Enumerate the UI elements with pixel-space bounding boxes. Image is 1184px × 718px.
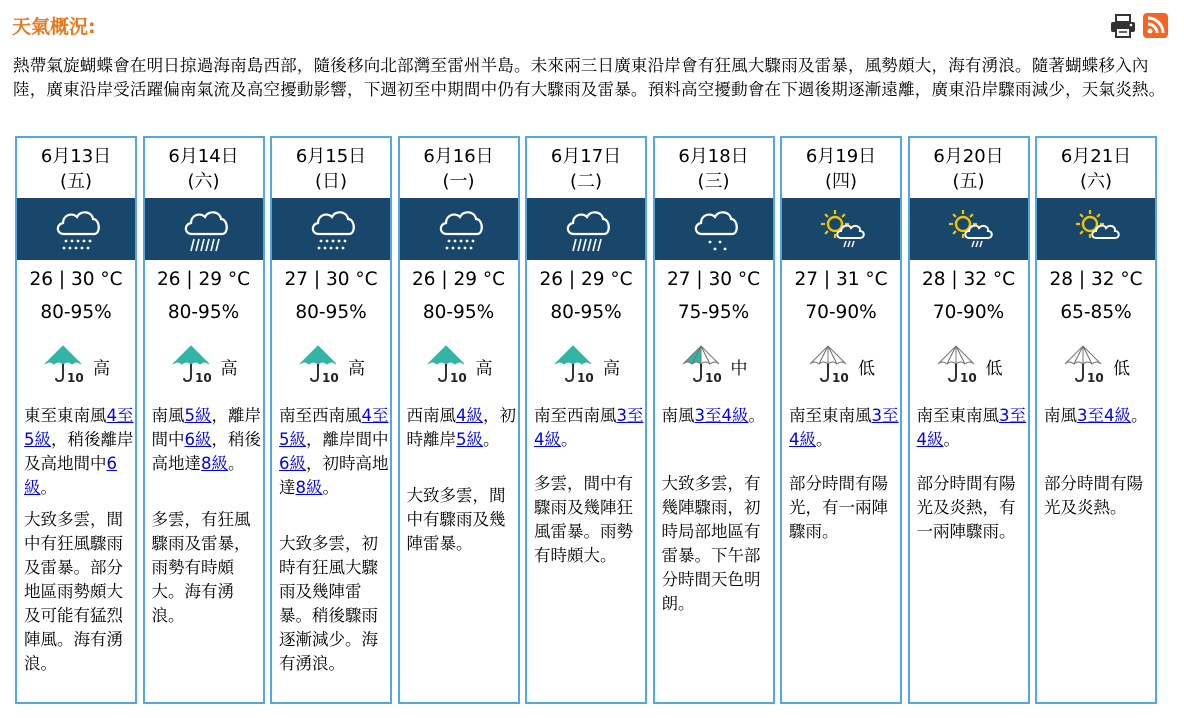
- umbrella-icon: [1063, 344, 1109, 384]
- forecast-day-column: [398, 136, 520, 704]
- forecast-weekday: (一): [442, 171, 475, 192]
- forecast-date: [782, 144, 900, 194]
- wind-force-link[interactable]: 5級: [184, 406, 212, 425]
- weather-icon-band: [527, 198, 645, 260]
- weather-summary: 熱帶氣旋蝴蝶會在明日掠過海南島西部，隨後移向北部灣至雷州半島。未來兩三日廣東沿岸會有狂風大驟雨及雷暴，風勢頗大，海有湧浪。隨著蝴蝶移入內陸，廣東沿岸受活躍偏南氣流及高空擾動影響，下週初至中期間中仍有大驟雨及雷暴。預料高空擾動會在下週後期逐漸遠離，廣東沿岸驟雨減少，天氣炎熱。: [13, 56, 1166, 99]
- forecast-weekday: (六): [187, 171, 220, 192]
- wind-forecast: [279, 404, 389, 500]
- wind-force-link[interactable]: 4至5級: [279, 406, 389, 449]
- wind-forecast: [24, 404, 134, 500]
- heavy-shower-icon: [433, 200, 489, 258]
- rain-probability: [298, 344, 388, 384]
- forecast-weekday: (四): [824, 171, 858, 192]
- wind-force-link[interactable]: 8級: [295, 478, 323, 497]
- wind-forecast: [152, 404, 262, 476]
- temperature-range: 26 | 30 °C: [29, 269, 123, 290]
- umbrella-icon: [681, 344, 727, 384]
- wind-forecast: [917, 404, 1027, 452]
- umbrella-icon: [808, 344, 854, 384]
- wind-text: 。: [1131, 406, 1148, 425]
- temperature-range: 28 | 32 °C: [1049, 269, 1143, 290]
- wind-force-link[interactable]: 6級: [279, 454, 306, 473]
- wind-text: 。: [228, 454, 245, 473]
- temperature-range: 27 | 30 °C: [666, 269, 761, 290]
- humidity-range: 80-95%: [167, 302, 240, 323]
- page-header: [12, 10, 1172, 40]
- wind-force-link[interactable]: 6級: [24, 454, 117, 497]
- rain-probability: [43, 344, 133, 384]
- print-icon[interactable]: [1110, 14, 1136, 38]
- rain-probability-label: 高: [348, 359, 365, 379]
- forecast-date-text: 6月14日: [168, 146, 239, 167]
- wind-text: ，稍後高地達: [151, 430, 261, 473]
- svg-text:10: 10: [704, 371, 722, 384]
- forecast-date: [910, 144, 1028, 194]
- rain-probability-label: 中: [730, 359, 748, 379]
- forecast-weekday: (二): [569, 171, 603, 192]
- wind-forecast: [662, 404, 772, 428]
- weather-description: 大致多雲，間中有驟雨及幾陣雷暴。: [406, 486, 506, 553]
- wind-force-link[interactable]: 8級: [201, 454, 228, 473]
- svg-text:10: 10: [67, 371, 84, 384]
- sunny-periods-with-showers-icon: [943, 200, 999, 258]
- wind-force-link[interactable]: 3至4級: [694, 406, 749, 425]
- humidity-range: 80-95%: [295, 302, 367, 323]
- forecast-day-column: [143, 136, 265, 704]
- wind-force-link[interactable]: 3至4級: [1077, 406, 1131, 425]
- forecast-grid: [15, 136, 1167, 704]
- temperature-range: 26 | 29 °C: [156, 269, 251, 290]
- forecast-weekday: (六): [1079, 171, 1113, 192]
- forecast-date-text: 6月19日: [805, 146, 877, 167]
- umbrella-icon: [298, 344, 344, 384]
- rain-probability-label: 低: [985, 359, 1003, 379]
- weather-icon-band: [145, 198, 263, 260]
- forecast-weekday: (日): [314, 171, 348, 192]
- wind-text: 南至西南風: [279, 406, 362, 425]
- weather-icon-band: [910, 198, 1028, 260]
- wind-forecast: [1044, 404, 1154, 428]
- wind-text: ，初時高地達: [279, 454, 389, 497]
- wind-force-link[interactable]: 5級: [456, 430, 483, 449]
- wind-text: 。: [561, 430, 578, 449]
- forecast-date: [400, 144, 518, 194]
- weather-description: 多雲，有狂風驟雨及雷暴，雨勢有時頗大。海有湧浪。: [151, 510, 251, 625]
- heavy-shower-icon: [305, 200, 361, 258]
- weather-description: 大致多雲，有幾陣驟雨，初時局部地區有雷暴。下午部分時間天色明朗。: [661, 474, 761, 613]
- rain-probability-label: 高: [603, 359, 620, 379]
- rss-icon[interactable]: [1143, 13, 1168, 38]
- forecast-date: [272, 144, 390, 194]
- forecast-date-text: 6月18日: [678, 146, 749, 167]
- weather-description: 大致多雲，間中有狂風驟雨及雷暴。部分地區雨勢頗大及可能有猛烈陣風。海有湧浪。: [24, 510, 123, 673]
- rain-probability: [1063, 344, 1153, 384]
- weather-icon-band: [655, 198, 773, 260]
- humidity-range: 80-95%: [422, 302, 495, 323]
- wind-text: 。: [322, 478, 339, 497]
- svg-text:10: 10: [1087, 371, 1104, 384]
- wind-forecast: [789, 404, 899, 452]
- temperature-range: 26 | 29 °C: [539, 269, 633, 290]
- wind-text: 南風: [151, 406, 185, 425]
- wind-text: ，離岸間中: [151, 406, 261, 449]
- rain-probability-label: 高: [475, 359, 493, 379]
- forecast-day-column: [525, 136, 647, 704]
- wind-force-link[interactable]: 3至4級: [534, 406, 644, 449]
- page-title: 天氣概況:: [12, 16, 96, 38]
- rain-icon: [178, 200, 234, 258]
- forecast-date-text: 6月16日: [423, 146, 494, 167]
- umbrella-icon: [43, 344, 89, 384]
- wind-forecast: [407, 404, 517, 452]
- forecast-weekday: (三): [697, 171, 730, 192]
- forecast-day-column: [1035, 136, 1157, 704]
- wind-text: ，稍後離岸及高地間中: [24, 430, 134, 473]
- wind-force-link[interactable]: 6級: [184, 430, 212, 449]
- wind-force-link[interactable]: 4級: [456, 406, 483, 425]
- weather-description: 多雲，間中有驟雨及幾陣狂風雷暴。雨勢有時頗大。: [534, 474, 633, 565]
- wind-text: ，離岸間中: [306, 430, 389, 449]
- umbrella-icon: [553, 344, 599, 384]
- rain-probability: [171, 344, 261, 384]
- forecast-date-text: 6月20日: [933, 146, 1004, 167]
- wind-text: 南風: [661, 406, 695, 425]
- wind-text: ，初時離岸: [406, 406, 516, 449]
- svg-text:10: 10: [322, 371, 339, 384]
- weather-description: 大致多雲，初時有狂風大驟雨及幾陣雷暴。稍後驟雨逐漸減少。海有湧浪。: [279, 534, 378, 673]
- rain-probability: [936, 344, 1026, 384]
- wind-text: 南至西南風: [534, 406, 617, 425]
- rain-probability: [681, 344, 771, 384]
- temperature-range: 27 | 30 °C: [284, 269, 378, 290]
- wind-text: 。: [40, 478, 57, 497]
- weather-description: 部分時間有陽光及炎熱。: [1044, 474, 1143, 517]
- wind-text: 南風: [1044, 406, 1077, 425]
- wind-force-link[interactable]: 4至5級: [24, 406, 134, 449]
- wind-text: 。: [943, 430, 960, 449]
- temperature-range: 27 | 31 °C: [794, 269, 888, 290]
- forecast-date-text: 6月13日: [40, 146, 112, 167]
- forecast-date-text: 6月15日: [295, 146, 367, 167]
- forecast-date-text: 6月17日: [550, 146, 622, 167]
- humidity-range: 75-95%: [677, 302, 750, 323]
- rain-icon: [560, 200, 616, 258]
- svg-text:10: 10: [832, 371, 849, 384]
- forecast-day-column: [780, 136, 902, 704]
- rain-probability-label: 高: [220, 359, 238, 379]
- sunny-periods-with-showers-icon: [815, 200, 871, 258]
- wind-forecast: [534, 404, 644, 452]
- wind-force-link[interactable]: 3至4級: [789, 406, 899, 449]
- temperature-range: 26 | 29 °C: [411, 269, 506, 290]
- forecast-day-column: [270, 136, 392, 704]
- humidity-range: 80-95%: [550, 302, 622, 323]
- svg-text:10: 10: [959, 371, 977, 384]
- forecast-date: [17, 144, 135, 194]
- wind-text: 南至東南風: [789, 406, 872, 425]
- forecast-date: [145, 144, 263, 194]
- rain-probability: [426, 344, 516, 384]
- forecast-date-text: 6月21日: [1060, 146, 1132, 167]
- rain-probability-label: 高: [93, 359, 110, 379]
- weather-icon-band: [782, 198, 900, 260]
- wind-text: 。: [748, 406, 765, 425]
- rain-probability-label: 低: [1113, 359, 1130, 379]
- forecast-weekday: (五): [59, 171, 93, 192]
- umbrella-icon: [936, 344, 982, 384]
- wind-text: 西南風: [406, 406, 456, 425]
- heavy-shower-icon: [50, 200, 106, 258]
- wind-text: 。: [483, 430, 500, 449]
- umbrella-icon: [426, 344, 472, 384]
- wind-text: 東至東南風: [24, 406, 107, 425]
- temperature-range: 28 | 32 °C: [921, 269, 1016, 290]
- weather-icon-band: [1037, 198, 1155, 260]
- svg-text:10: 10: [577, 371, 594, 384]
- wind-text: 。: [816, 430, 833, 449]
- humidity-range: 70-90%: [805, 302, 877, 323]
- light-shower-icon: [688, 200, 744, 258]
- forecast-day-column: [653, 136, 775, 704]
- forecast-date: [1037, 144, 1155, 194]
- weather-icon-band: [400, 198, 518, 260]
- svg-text:10: 10: [449, 371, 467, 384]
- humidity-range: 65-85%: [1060, 302, 1132, 323]
- wind-force-link[interactable]: 3至4級: [916, 406, 1026, 449]
- rain-probability: [808, 344, 898, 384]
- weather-description: 部分時間有陽光，有一兩陣驟雨。: [789, 474, 888, 541]
- forecast-day-column: [15, 136, 137, 704]
- forecast-day-column: [908, 136, 1030, 704]
- wind-text: 南至東南風: [916, 406, 999, 425]
- weather-icon-band: [272, 198, 390, 260]
- forecast-weekday: (五): [952, 171, 985, 192]
- weather-icon-band: [17, 198, 135, 260]
- sunny-periods-icon: [1070, 200, 1126, 258]
- rain-probability-label: 低: [858, 359, 875, 379]
- weather-description: 部分時間有陽光及炎熱，有一兩陣驟雨。: [916, 474, 1016, 541]
- umbrella-icon: [171, 344, 217, 384]
- humidity-range: 80-95%: [40, 302, 112, 323]
- forecast-date: [655, 144, 773, 194]
- forecast-date: [527, 144, 645, 194]
- rain-probability: [553, 344, 643, 384]
- svg-text:10: 10: [194, 371, 212, 384]
- humidity-range: 70-90%: [932, 302, 1005, 323]
